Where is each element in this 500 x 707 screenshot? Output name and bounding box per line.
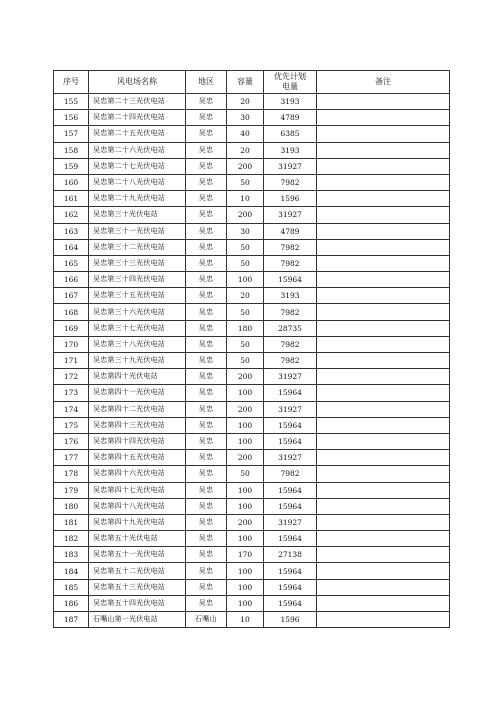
cell-seq: 161 — [54, 191, 89, 207]
cell-priority-plan: 31927 — [264, 158, 317, 174]
cell-plant-name: 吴忠第三十八光伏电站 — [89, 336, 186, 352]
cell-notes — [317, 612, 450, 628]
table-row — [54, 191, 450, 207]
cell-area: 吴忠 — [186, 223, 227, 239]
power-plant-table — [53, 70, 450, 628]
cell-seq: 169 — [54, 320, 89, 336]
cell-notes — [317, 110, 450, 126]
header-capacity: 容量 — [227, 71, 264, 94]
cell-notes — [317, 336, 450, 352]
cell-capacity: 100 — [227, 272, 264, 288]
cell-seq: 175 — [54, 417, 89, 433]
cell-capacity: 100 — [227, 482, 264, 498]
table-row — [54, 482, 450, 498]
cell-area: 吴忠 — [186, 320, 227, 336]
cell-seq: 158 — [54, 142, 89, 158]
cell-plant-name: 吴忠第三十光伏电站 — [89, 207, 186, 223]
cell-priority-plan: 15964 — [264, 433, 317, 449]
cell-capacity: 200 — [227, 401, 264, 417]
cell-area: 吴忠 — [186, 288, 227, 304]
cell-capacity: 20 — [227, 288, 264, 304]
table-row — [54, 385, 450, 401]
cell-seq: 177 — [54, 450, 89, 466]
cell-notes — [317, 466, 450, 482]
cell-capacity: 200 — [227, 514, 264, 530]
cell-seq: 170 — [54, 336, 89, 352]
cell-seq: 162 — [54, 207, 89, 223]
cell-plant-name: 吴忠第二十五光伏电站 — [89, 126, 186, 142]
cell-seq: 182 — [54, 531, 89, 547]
cell-seq: 184 — [54, 563, 89, 579]
cell-area: 吴忠 — [186, 385, 227, 401]
cell-seq: 179 — [54, 482, 89, 498]
cell-seq: 173 — [54, 385, 89, 401]
cell-priority-plan: 15964 — [264, 272, 317, 288]
cell-plant-name: 吴忠第二十九光伏电站 — [89, 191, 186, 207]
cell-priority-plan: 15964 — [264, 417, 317, 433]
cell-priority-plan: 7982 — [264, 353, 317, 369]
cell-seq: 180 — [54, 498, 89, 514]
cell-priority-plan: 15964 — [264, 498, 317, 514]
table-row — [54, 563, 450, 579]
cell-plant-name: 吴忠第五十光伏电站 — [89, 531, 186, 547]
cell-area: 吴忠 — [186, 450, 227, 466]
cell-plant-name: 吴忠第二十八光伏电站 — [89, 174, 186, 190]
cell-capacity: 20 — [227, 94, 264, 110]
table-row — [54, 126, 450, 142]
cell-area: 吴忠 — [186, 255, 227, 271]
cell-area: 吴忠 — [186, 514, 227, 530]
cell-priority-plan: 28735 — [264, 320, 317, 336]
cell-area: 吴忠 — [186, 482, 227, 498]
header-name: 风电场名称 — [89, 71, 186, 94]
cell-priority-plan: 7982 — [264, 239, 317, 255]
table-row — [54, 369, 450, 385]
cell-plant-name: 吴忠第五十四光伏电站 — [89, 595, 186, 611]
cell-notes — [317, 450, 450, 466]
cell-notes — [317, 94, 450, 110]
header-seq: 序号 — [54, 71, 89, 94]
cell-capacity: 50 — [227, 304, 264, 320]
cell-seq: 160 — [54, 174, 89, 190]
cell-capacity: 10 — [227, 612, 264, 628]
cell-seq: 181 — [54, 514, 89, 530]
cell-capacity: 100 — [227, 563, 264, 579]
table-row — [54, 417, 450, 433]
table-row — [54, 304, 450, 320]
cell-priority-plan: 15964 — [264, 531, 317, 547]
table-row — [54, 239, 450, 255]
cell-capacity: 50 — [227, 336, 264, 352]
cell-capacity: 30 — [227, 110, 264, 126]
cell-priority-plan: 27138 — [264, 547, 317, 563]
cell-priority-plan: 15964 — [264, 595, 317, 611]
cell-seq: 185 — [54, 579, 89, 595]
cell-notes — [317, 353, 450, 369]
cell-priority-plan: 1596 — [264, 191, 317, 207]
cell-priority-plan: 15964 — [264, 482, 317, 498]
cell-capacity: 50 — [227, 174, 264, 190]
cell-capacity: 40 — [227, 126, 264, 142]
cell-plant-name: 吴忠第四十一光伏电站 — [89, 385, 186, 401]
cell-notes — [317, 482, 450, 498]
cell-notes — [317, 417, 450, 433]
cell-plant-name: 吴忠第二十六光伏电站 — [89, 142, 186, 158]
cell-seq: 168 — [54, 304, 89, 320]
cell-capacity: 100 — [227, 498, 264, 514]
cell-capacity: 100 — [227, 579, 264, 595]
cell-area: 石嘴山 — [186, 612, 227, 628]
cell-priority-plan: 7982 — [264, 304, 317, 320]
cell-priority-plan: 4789 — [264, 223, 317, 239]
cell-seq: 187 — [54, 612, 89, 628]
cell-notes — [317, 255, 450, 271]
cell-plant-name: 吴忠第四十六光伏电站 — [89, 466, 186, 482]
table-row — [54, 207, 450, 223]
cell-plant-name: 吴忠第三十二光伏电站 — [89, 239, 186, 255]
cell-priority-plan: 7982 — [264, 174, 317, 190]
table-row — [54, 174, 450, 190]
cell-priority-plan: 31927 — [264, 514, 317, 530]
cell-priority-plan: 7982 — [264, 336, 317, 352]
cell-area: 吴忠 — [186, 158, 227, 174]
cell-seq: 166 — [54, 272, 89, 288]
cell-capacity: 100 — [227, 433, 264, 449]
cell-priority-plan: 31927 — [264, 401, 317, 417]
cell-notes — [317, 158, 450, 174]
cell-capacity: 10 — [227, 191, 264, 207]
cell-notes — [317, 401, 450, 417]
cell-plant-name: 石嘴山第一光伏电站 — [89, 612, 186, 628]
cell-area: 吴忠 — [186, 353, 227, 369]
table-row — [54, 466, 450, 482]
table-row — [54, 353, 450, 369]
cell-plant-name: 吴忠第三十九光伏电站 — [89, 353, 186, 369]
cell-priority-plan: 15964 — [264, 563, 317, 579]
cell-notes — [317, 223, 450, 239]
table-row — [54, 320, 450, 336]
cell-priority-plan: 31927 — [264, 369, 317, 385]
table-row — [54, 255, 450, 271]
table-row — [54, 401, 450, 417]
table-row — [54, 433, 450, 449]
cell-priority-plan: 15964 — [264, 579, 317, 595]
cell-plant-name: 吴忠第五十一光伏电站 — [89, 547, 186, 563]
cell-notes — [317, 174, 450, 190]
cell-priority-plan: 1596 — [264, 612, 317, 628]
cell-plant-name: 吴忠第四十四光伏电站 — [89, 433, 186, 449]
header-area: 地区 — [186, 71, 227, 94]
table-row — [54, 142, 450, 158]
cell-capacity: 200 — [227, 158, 264, 174]
cell-plant-name: 吴忠第四十七光伏电站 — [89, 482, 186, 498]
cell-plant-name: 吴忠第三十七光伏电站 — [89, 320, 186, 336]
table-row — [54, 531, 450, 547]
cell-seq: 165 — [54, 255, 89, 271]
cell-area: 吴忠 — [186, 547, 227, 563]
cell-plant-name: 吴忠第二十七光伏电站 — [89, 158, 186, 174]
cell-plant-name: 吴忠第三十三光伏电站 — [89, 255, 186, 271]
table-header — [54, 71, 450, 94]
cell-priority-plan: 3193 — [264, 142, 317, 158]
cell-plant-name: 吴忠第五十三光伏电站 — [89, 579, 186, 595]
cell-priority-plan: 4789 — [264, 110, 317, 126]
cell-notes — [317, 514, 450, 530]
header-plan-line2: 电量 — [282, 82, 298, 91]
cell-area: 吴忠 — [186, 466, 227, 482]
cell-priority-plan: 31927 — [264, 450, 317, 466]
cell-plant-name: 吴忠第二十三光伏电站 — [89, 94, 186, 110]
cell-priority-plan: 6385 — [264, 126, 317, 142]
cell-seq: 176 — [54, 433, 89, 449]
header-notes: 备注 — [317, 71, 450, 94]
cell-notes — [317, 126, 450, 142]
cell-capacity: 50 — [227, 466, 264, 482]
cell-plant-name: 吴忠第四十八光伏电站 — [89, 498, 186, 514]
cell-notes — [317, 142, 450, 158]
cell-plant-name: 吴忠第三十四光伏电站 — [89, 272, 186, 288]
cell-area: 吴忠 — [186, 433, 227, 449]
cell-area: 吴忠 — [186, 369, 227, 385]
header-plan — [264, 71, 317, 94]
cell-notes — [317, 498, 450, 514]
table-row — [54, 595, 450, 611]
cell-plant-name: 吴忠第三十六光伏电站 — [89, 304, 186, 320]
cell-seq: 174 — [54, 401, 89, 417]
cell-seq: 155 — [54, 94, 89, 110]
cell-capacity: 200 — [227, 450, 264, 466]
cell-capacity: 200 — [227, 369, 264, 385]
cell-notes — [317, 239, 450, 255]
cell-priority-plan: 31927 — [264, 207, 317, 223]
cell-area: 吴忠 — [186, 595, 227, 611]
cell-notes — [317, 531, 450, 547]
cell-plant-name: 吴忠第五十二光伏电站 — [89, 563, 186, 579]
cell-area: 吴忠 — [186, 239, 227, 255]
cell-seq: 163 — [54, 223, 89, 239]
cell-seq: 186 — [54, 595, 89, 611]
cell-seq: 178 — [54, 466, 89, 482]
cell-notes — [317, 320, 450, 336]
cell-capacity: 170 — [227, 547, 264, 563]
cell-priority-plan: 15964 — [264, 385, 317, 401]
cell-area: 吴忠 — [186, 191, 227, 207]
cell-seq: 164 — [54, 239, 89, 255]
table-row — [54, 223, 450, 239]
cell-area: 吴忠 — [186, 174, 227, 190]
table-row — [54, 94, 450, 110]
cell-priority-plan: 7982 — [264, 466, 317, 482]
cell-plant-name: 吴忠第三十五光伏电站 — [89, 288, 186, 304]
cell-notes — [317, 595, 450, 611]
table-row — [54, 288, 450, 304]
cell-seq: 156 — [54, 110, 89, 126]
cell-plant-name: 吴忠第四十五光伏电站 — [89, 450, 186, 466]
cell-priority-plan: 3193 — [264, 288, 317, 304]
cell-capacity: 100 — [227, 595, 264, 611]
table-row — [54, 110, 450, 126]
cell-capacity: 20 — [227, 142, 264, 158]
cell-area: 吴忠 — [186, 579, 227, 595]
cell-notes — [317, 272, 450, 288]
cell-notes — [317, 191, 450, 207]
cell-notes — [317, 433, 450, 449]
cell-plant-name: 吴忠第四十九光伏电站 — [89, 514, 186, 530]
cell-capacity: 100 — [227, 385, 264, 401]
cell-capacity: 50 — [227, 353, 264, 369]
table-body — [54, 94, 450, 628]
cell-seq: 183 — [54, 547, 89, 563]
cell-capacity: 100 — [227, 417, 264, 433]
cell-area: 吴忠 — [186, 110, 227, 126]
cell-notes — [317, 207, 450, 223]
cell-notes — [317, 547, 450, 563]
header-row — [54, 71, 450, 94]
table-row — [54, 612, 450, 628]
cell-capacity: 30 — [227, 223, 264, 239]
cell-plant-name: 吴忠第四十三光伏电站 — [89, 417, 186, 433]
cell-plant-name: 吴忠第四十二光伏电站 — [89, 401, 186, 417]
cell-area: 吴忠 — [186, 336, 227, 352]
cell-capacity: 50 — [227, 255, 264, 271]
cell-capacity: 100 — [227, 531, 264, 547]
cell-area: 吴忠 — [186, 563, 227, 579]
cell-notes — [317, 304, 450, 320]
cell-area: 吴忠 — [186, 401, 227, 417]
cell-area: 吴忠 — [186, 142, 227, 158]
table-row — [54, 547, 450, 563]
table-row — [54, 158, 450, 174]
table-row — [54, 272, 450, 288]
cell-seq: 167 — [54, 288, 89, 304]
cell-seq: 171 — [54, 353, 89, 369]
cell-plant-name: 吴忠第三十一光伏电站 — [89, 223, 186, 239]
cell-area: 吴忠 — [186, 417, 227, 433]
cell-area: 吴忠 — [186, 531, 227, 547]
cell-notes — [317, 288, 450, 304]
table-row — [54, 579, 450, 595]
cell-area: 吴忠 — [186, 304, 227, 320]
cell-capacity: 200 — [227, 207, 264, 223]
cell-plant-name: 吴忠第四十光伏电站 — [89, 369, 186, 385]
cell-area: 吴忠 — [186, 126, 227, 142]
cell-seq: 159 — [54, 158, 89, 174]
cell-plant-name: 吴忠第二十四光伏电站 — [89, 110, 186, 126]
header-plan-line1: 优先计划 — [274, 72, 306, 81]
cell-notes — [317, 385, 450, 401]
cell-area: 吴忠 — [186, 272, 227, 288]
cell-notes — [317, 579, 450, 595]
table-row — [54, 514, 450, 530]
cell-area: 吴忠 — [186, 94, 227, 110]
cell-capacity: 180 — [227, 320, 264, 336]
cell-area: 吴忠 — [186, 207, 227, 223]
table-row — [54, 498, 450, 514]
cell-notes — [317, 369, 450, 385]
cell-priority-plan: 3193 — [264, 94, 317, 110]
cell-seq: 172 — [54, 369, 89, 385]
cell-capacity: 50 — [227, 239, 264, 255]
cell-notes — [317, 563, 450, 579]
cell-seq: 157 — [54, 126, 89, 142]
table-row — [54, 336, 450, 352]
table-row — [54, 450, 450, 466]
cell-area: 吴忠 — [186, 498, 227, 514]
cell-priority-plan: 7982 — [264, 255, 317, 271]
